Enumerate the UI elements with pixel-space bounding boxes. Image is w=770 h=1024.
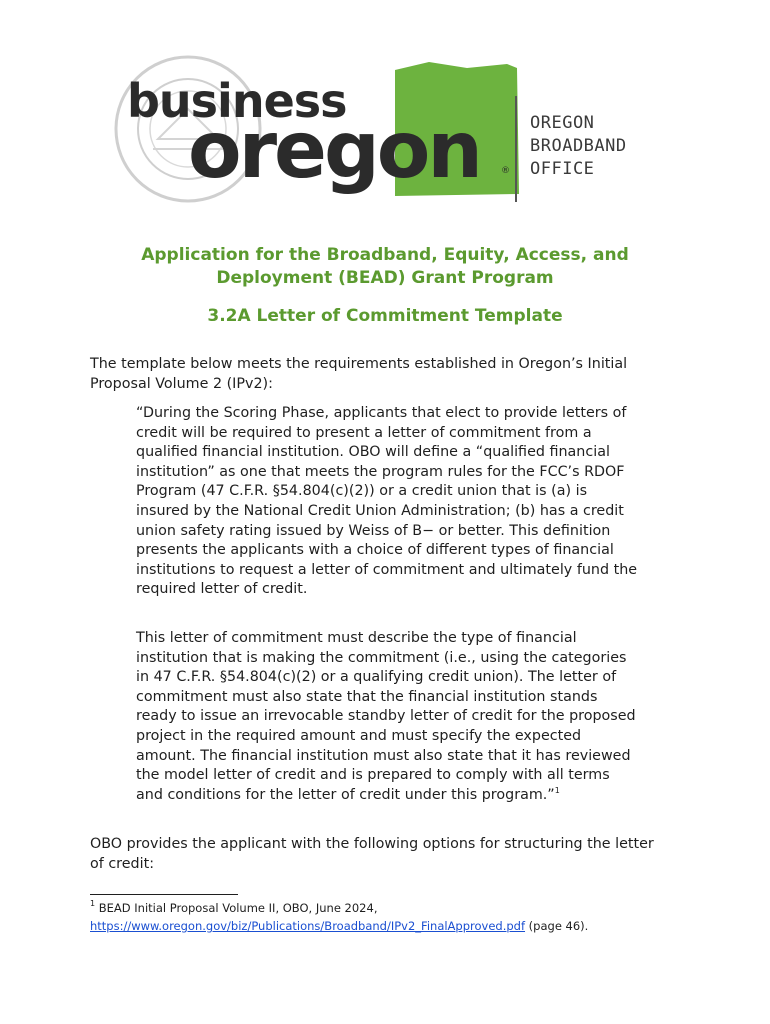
footnote-reference[interactable]: 1 xyxy=(554,785,560,795)
office-line-2: BROADBAND xyxy=(530,136,627,156)
footnote-rule xyxy=(90,894,238,895)
quote-paragraph-1: “During the Scoring Phase, applicants that elect to provide letters of credit will be required to present a letter of commitment from a qualified financial institution. OBO will define a “qualified financial institution” as one that meets the program rules for the FCC’s RDOF Program (47 C.F.R. §54.804(c)(2)) or a credit union that is (a) is insured by the National Credit Union Administration; (b) has a credit union safety rating issued by Weiss of B− or better. This definition presents the applicants with a choice of different types of financial institutions to request a letter of commitment and ultimately fund the required letter of credit. xyxy=(136,405,638,598)
office-line-1: OREGON xyxy=(530,113,595,133)
document-title: Application for the Broadband, Equity, Access, and Deployment (BEAD) Grant Program xyxy=(141,245,629,288)
closing-paragraph: OBO provides the applicant with the following options for structuring the letter of credit: xyxy=(90,836,654,872)
footnote-suffix: (page 46). xyxy=(525,919,589,933)
registered-mark: ® xyxy=(501,166,510,176)
quote-paragraph-2-text: This letter of commitment must describe the type of financial institution that is making the commitment (i.e., using the categories in 47 C.F.R. §54.804(c)(2) or a qualifying credit union). The letter of commitment must also state that the financial institution stands ready to issue an irrevocable standby letter of credit for the proposed project in the required amount and must specify the expected amount. The financial institution must also state that it has reviewed the model letter of credit and is prepared to comply with all terms and conditions for the letter of credit under this program.” xyxy=(136,630,636,803)
office-name xyxy=(530,112,627,181)
document-subtitle: 3.2A Letter of Commitment Template xyxy=(207,306,563,326)
footnote-link[interactable]: https://www.oregon.gov/biz/Publications/Broadband/IPv2_FinalApproved.pdf xyxy=(90,919,526,933)
business-oregon-logo xyxy=(95,48,677,212)
intro-paragraph: The template below meets the requirements established in Oregon’s Initial Proposal Volume 2 (IPv2): xyxy=(90,356,628,392)
logo-divider xyxy=(515,96,517,202)
footnote xyxy=(90,899,690,935)
footnote-number: 1 xyxy=(90,899,96,908)
logo-word-oregon: oregon xyxy=(188,106,480,196)
footnote-text: BEAD Initial Proposal Volume II, OBO, June 2024, xyxy=(95,901,378,915)
logo-word-business: business xyxy=(127,74,347,128)
office-line-3: OFFICE xyxy=(530,159,595,179)
quote-paragraph-2 xyxy=(136,629,640,805)
